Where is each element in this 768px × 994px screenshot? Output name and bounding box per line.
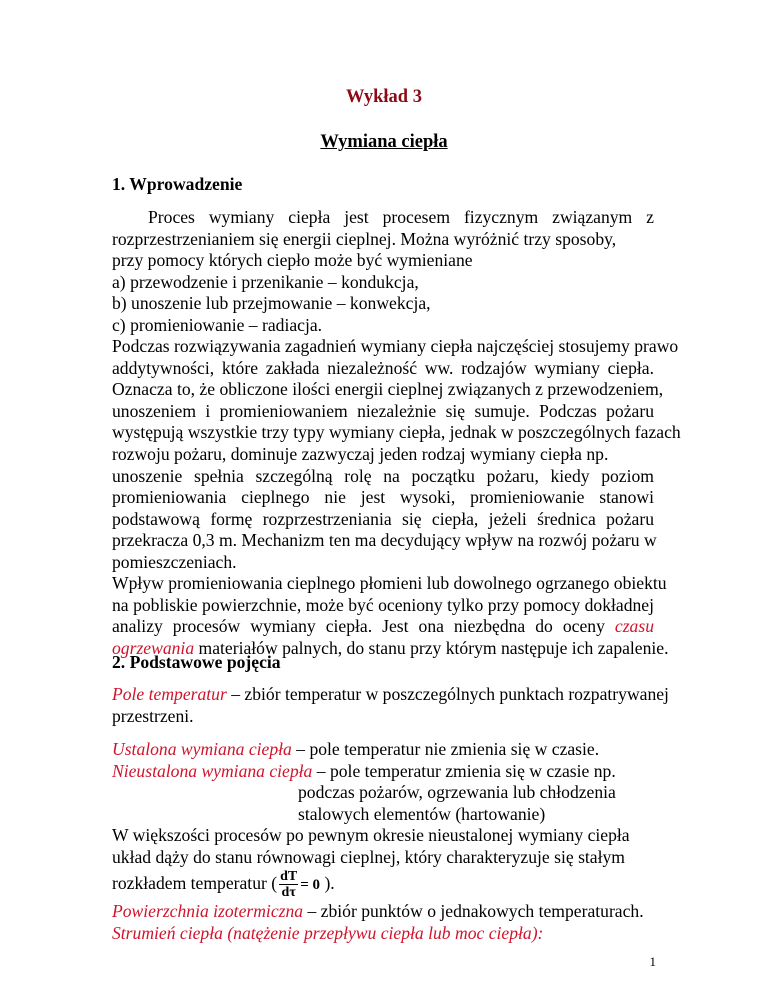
term: Nieustalona wymiana ciepła <box>112 760 313 781</box>
text-line <box>112 901 654 923</box>
text-fragment: materiałów palnych, do stanu przy którym następuje ich zapalenie. <box>198 637 669 658</box>
text-line: pomieszczeniach. <box>112 551 237 572</box>
term: Strumień ciepła (natężenie przepływu ciepła lub moc ciepła): <box>112 922 544 943</box>
definition: – pole temperatur zmienia się w czasie np. <box>316 760 616 781</box>
text-line: występują wszystkie trzy typy wymiany ciepła, jednak w poszczególnych fazach <box>112 422 681 443</box>
derivative-fraction <box>279 869 298 900</box>
definition: – zbiór temperatur w poszczególnych punktach rozpatrywanej <box>231 684 669 704</box>
text-line: Oznacza to, że obliczone ilości energii cieplnej związanych z przewodzeniem, <box>112 379 664 400</box>
lecture-title: Wykład 3 <box>346 87 422 107</box>
text-line: podstawową formę rozprzestrzeniania się ciepła, jeżeli średnica pożaru <box>112 508 654 529</box>
text-line: na pobliskie powierzchnie, może być oceniony tylko przy pomocy dokładnej <box>112 594 654 615</box>
highlight-term: ogrzewania <box>112 637 195 658</box>
text-line <box>112 684 669 706</box>
text-line: przy pomocy których ciepło może być wymieniane <box>112 250 473 271</box>
text-line <box>112 616 654 638</box>
list-item: c) promieniowanie – radiacja. <box>112 314 323 335</box>
text-line: rozwoju pożaru, dominuje zazwyczaj jeden rodzaj wymiany ciepła np. <box>112 444 609 465</box>
text-line: podczas pożarów, ogrzewania lub chłodzenia <box>298 782 616 803</box>
text-line: przekracza 0,3 m. Mechanizm ten ma decydujący wpływ na rozwój pożaru w <box>112 530 657 551</box>
equation-line <box>112 868 335 900</box>
definition-pole <box>112 684 669 727</box>
highlight-term: czasu <box>614 616 654 637</box>
text-line: promieniowania cieplnego nie jest wysoki, promieniowanie stanowi <box>112 487 654 508</box>
term: Powierzchnia izotermiczna <box>112 901 304 921</box>
text-line: Podczas rozwiązywania zagadnień wymiany ciepła najczęściej stosujemy prawo <box>112 336 679 357</box>
section1-body <box>112 207 681 659</box>
text-line <box>112 761 654 783</box>
term: Ustalona wymiana ciepła <box>112 739 292 759</box>
text-fragment: analizy procesów wymiany ciepła. Jest ona niezbędna do oceny <box>112 616 605 637</box>
list-item: b) unoszenie lub przejmowanie – konwekcja, <box>112 293 431 314</box>
text-fragment: rozkładem temperatur ( <box>112 873 278 893</box>
text-line: addytywności, które zakłada niezależność ww. rodzajów wymiany ciepła. <box>112 357 654 378</box>
term: Pole temperatur <box>112 684 227 704</box>
list-item: a) przewodzenie i przenikanie – kondukcja, <box>112 271 419 292</box>
text-line: unoszeniem i promieniowaniem niezależnie się sumuje. Podczas pożaru <box>112 400 654 421</box>
text-line: Proces wymiany ciepła jest procesem fizycznym związanym z <box>148 207 654 227</box>
text-line: przestrzeni. <box>112 705 194 726</box>
section2-heading: 2. Podstawowe pojęcia <box>112 652 281 672</box>
text-line: rozprzestrzenianiem się energii cieplnej. Można wyróżnić trzy sposoby, <box>112 228 617 249</box>
equation-rhs: = 0 <box>300 877 321 893</box>
definition: – pole temperatur nie zmienia się w czasie. <box>296 739 600 759</box>
definition: – zbiór punktów o jednakowych temperaturach. <box>307 901 644 921</box>
text-line: układ dąży do stanu równowagi cieplnej, który charakteryzuje się stałym <box>112 846 625 867</box>
section1-heading: 1. Wprowadzenie <box>112 174 243 194</box>
numerator: dT <box>280 869 298 885</box>
definition-ustalona <box>112 739 654 868</box>
text-line: stalowych elementów (hartowanie) <box>298 803 546 824</box>
text-line: unoszenie spełnia szczególną rolę na początku pożaru, kiedy poziom <box>112 465 654 486</box>
denominator: dτ <box>281 885 296 901</box>
text-fragment: ). <box>324 873 335 893</box>
text-line: Wpływ promieniowania cieplnego płomieni lub dowolnego ogrzanego obiektu <box>112 573 667 594</box>
text-line <box>112 739 654 761</box>
page-number: 1 <box>649 954 656 969</box>
section-title: Wymiana ciepła <box>320 132 448 152</box>
text-line: W większości procesów po pewnym okresie nieustalonej wymiany ciepła <box>112 825 630 846</box>
definition-powierzchnia <box>112 901 654 944</box>
